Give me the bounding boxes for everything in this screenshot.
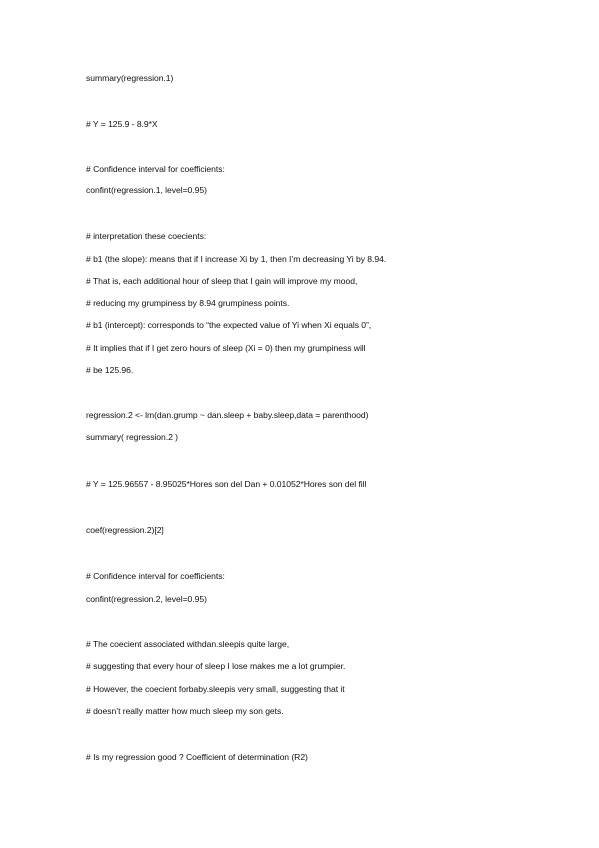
comment-line: # That is, each additional hour of sleep that I gain will improve my mood,	[86, 276, 358, 286]
comment-line: # doesn’t really matter how much sleep my son gets.	[86, 706, 284, 716]
comment-line: # reducing my grumpiness by 8.94 grumpiness points.	[86, 298, 290, 308]
comment-line: # interpretation these coecients:	[86, 231, 207, 241]
code-line: summary(regression.1)	[86, 73, 174, 83]
code-line: regression.2 <- lm(dan.grump ~ dan.sleep + baby.sleep,data = parenthood)	[86, 410, 369, 420]
comment-line: # The coecient associated withdan.sleepis quite large,	[86, 639, 290, 649]
comment-line: # Confidence interval for coefficients:	[86, 164, 225, 174]
comment-line: # However, the coecient forbaby.sleepis very small, suggesting that it	[86, 684, 345, 694]
comment-line: # suggesting that every hour of sleep I lose makes me a lot grumpier.	[86, 661, 346, 671]
comment-line: # Y = 125.96557 - 8.95025*Hores son del Dan + 0.01052*Hores son del fill	[86, 479, 367, 489]
code-line: confint(regression.2, level=0.95)	[86, 594, 207, 604]
comment-line: # It implies that if I get zero hours of sleep (Xi = 0) then my grumpiness will	[86, 343, 366, 353]
comment-line: # be 125.96.	[86, 365, 134, 375]
comment-line: # Is my regression good ? Coefficient of determination (R2)	[86, 752, 308, 762]
code-line: coef(regression.2)[2]	[86, 525, 164, 535]
code-line: confint(regression.1, level=0.95)	[86, 185, 207, 195]
comment-line: # Confidence interval for coefficients:	[86, 571, 225, 581]
comment-line: # b1 (the slope): means that if I increase Xi by 1, then I’m decreasing Yi by 8.94.	[86, 254, 387, 264]
comment-line: # b1 (intercept): corresponds to “the expected value of Yi when Xi equals 0”,	[86, 320, 372, 330]
code-line: summary( regression.2 )	[86, 432, 178, 442]
comment-line: # Y = 125.9 - 8.9*X	[86, 119, 158, 129]
